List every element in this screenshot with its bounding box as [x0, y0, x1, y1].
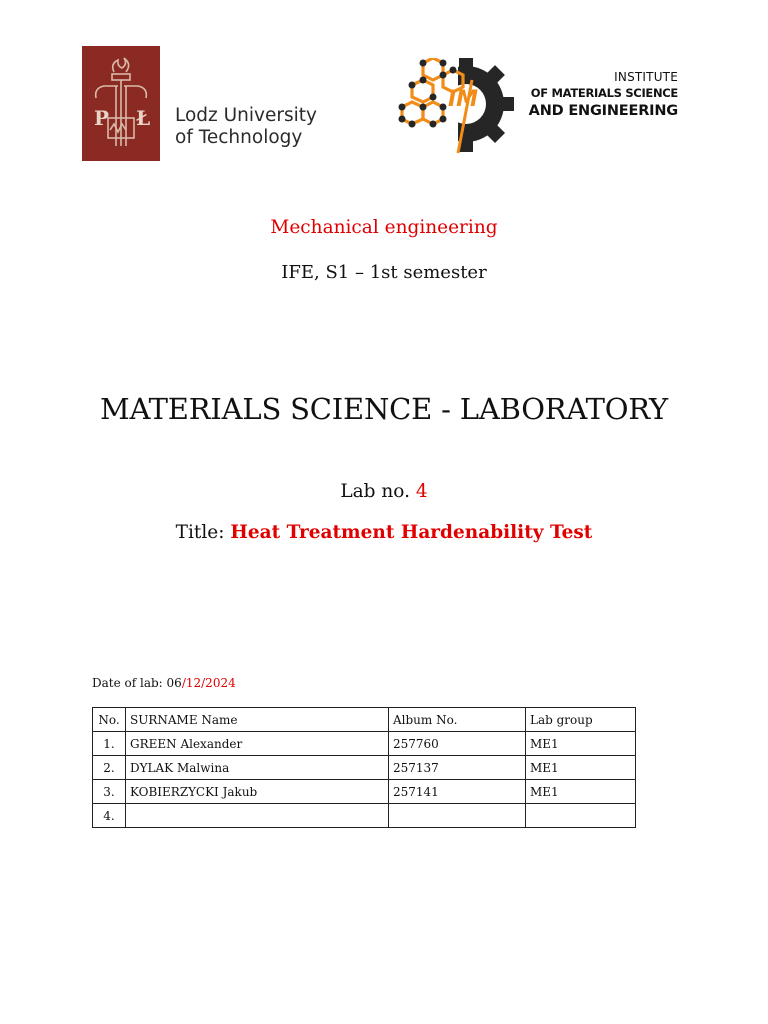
table-header-row — [93, 708, 636, 732]
lab-date-rest: /12/2024 — [181, 676, 236, 690]
members-table — [92, 707, 636, 828]
cell-name: KOBIERZYCKI Jakub — [126, 780, 389, 804]
cell-group — [526, 804, 636, 828]
lab-date-line — [92, 676, 236, 690]
cell-group: ME1 — [526, 780, 636, 804]
table-row — [93, 804, 636, 828]
table-row — [93, 732, 636, 756]
document-title: MATERIALS SCIENCE - LABORATORY — [99, 392, 668, 426]
cell-name: GREEN Alexander — [126, 732, 389, 756]
cell-name: DYLAK Malwina — [126, 756, 389, 780]
institute-name-line3: AND ENGINEERING — [528, 103, 678, 119]
cell-no: 2. — [93, 756, 126, 780]
cell-no: 3. — [93, 780, 126, 804]
header-surname-name: SURNAME Name — [126, 708, 389, 732]
cell-album: 257141 — [389, 780, 526, 804]
cell-group: ME1 — [526, 756, 636, 780]
lodz-university-logo — [82, 46, 322, 161]
svg-text:P: P — [94, 106, 110, 130]
institute-name-line1: INSTITUTE — [614, 70, 678, 84]
university-name-line2: of Technology — [175, 127, 303, 148]
institute-name — [529, 69, 678, 121]
lab-title-value: Heat Treatment Hardenability Test — [230, 522, 593, 543]
svg-text:Ł: Ł — [136, 106, 151, 130]
lab-title-line — [0, 522, 768, 543]
svg-text:IM: IM — [448, 87, 479, 112]
lab-date-label: Date of lab: — [92, 676, 163, 690]
lab-number-label: Lab no. — [340, 481, 410, 502]
semester-info: IFE, S1 – 1st semester — [281, 262, 487, 283]
cell-name — [126, 804, 389, 828]
lab-title-label: Title: — [175, 522, 225, 543]
institute-name-line2: OF MATERIALS SCIENCE — [530, 86, 678, 100]
cell-album — [389, 804, 526, 828]
header-no: No. — [93, 708, 126, 732]
lab-number-line — [0, 481, 768, 502]
cell-no: 4. — [93, 804, 126, 828]
lab-date-day: 06 — [166, 676, 182, 690]
university-emblem — [82, 46, 160, 161]
header-lab-group: Lab group — [526, 708, 636, 732]
university-name — [175, 105, 325, 149]
header-album-no: Album No. — [389, 708, 526, 732]
cell-album: 257137 — [389, 756, 526, 780]
cell-album: 257760 — [389, 732, 526, 756]
table-row — [93, 756, 636, 780]
institute-emblem — [398, 58, 528, 154]
institute-logo — [398, 58, 683, 154]
lab-number-value: 4 — [415, 481, 428, 502]
university-name-line1: Lodz University — [175, 105, 317, 126]
cell-no: 1. — [93, 732, 126, 756]
cell-group: ME1 — [526, 732, 636, 756]
table-row — [93, 780, 636, 804]
program-name: Mechanical engineering — [270, 217, 498, 238]
